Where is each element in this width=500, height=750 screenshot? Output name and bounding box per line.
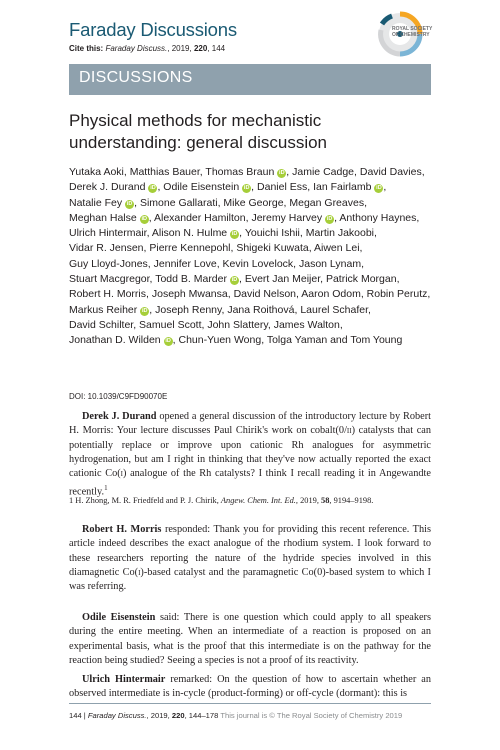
footer-pages: , 144–178 [184, 711, 219, 720]
author-name[interactable]: Evert Jan Meijer [244, 273, 321, 286]
footer-separator: | [81, 711, 88, 720]
footer-journal: Faraday Discuss. [87, 711, 147, 720]
author-name[interactable]: Guy Lloyd-Jones [69, 257, 148, 270]
publisher-name [392, 26, 452, 38]
author-name[interactable]: Kevin Lovelock [222, 257, 294, 270]
section-label: DISCUSSIONS [79, 69, 193, 86]
orcid-icon[interactable]: iD [231, 231, 238, 238]
oxidation-state: 0/ii [338, 425, 352, 437]
author-name[interactable]: Markus Reiher [69, 303, 138, 316]
paragraph-hintermair [69, 673, 431, 702]
speaker-name: Robert H. Morris [82, 524, 162, 535]
orcid-icon[interactable]: iD [150, 185, 156, 192]
author-name[interactable]: Derek J. Durand [69, 181, 146, 194]
orcid-icon[interactable]: iD [243, 185, 250, 192]
oxidation-state: i [120, 468, 124, 480]
footer-volume: 220 [171, 711, 185, 720]
author-name[interactable]: Jana Roithová [227, 303, 295, 316]
author-name[interactable]: Alexander Hamilton [153, 211, 246, 224]
author-name[interactable]: Jennifer Love [153, 257, 217, 270]
reference-number: 1 [69, 496, 74, 505]
author-name[interactable]: Ian Fairlamb [313, 181, 372, 194]
orcid-icon[interactable]: iD [326, 215, 333, 222]
author-name[interactable]: Robin Perutz [366, 288, 428, 301]
footer-year: , 2019, [146, 711, 172, 720]
author-name[interactable]: Pierre Kennepohl [149, 242, 231, 255]
reference-volume: 58 [321, 496, 330, 505]
author-name[interactable]: Todd B. Marder [155, 273, 227, 286]
cite-year: , 2019, [167, 44, 194, 53]
orcid-icon[interactable]: iD [165, 338, 171, 345]
orcid-icon[interactable]: iD [126, 200, 133, 207]
author-name[interactable]: David Nelson [233, 288, 297, 301]
orcid-icon[interactable]: iD [376, 185, 382, 192]
author-name[interactable]: John Slattery [207, 318, 268, 331]
cite-volume: 220 [193, 44, 208, 53]
author-name[interactable]: Natalie Fey [69, 196, 123, 209]
speaker-name: Ulrich Hintermair [82, 674, 166, 685]
copyright-notice: This journal is © The Royal Society of Chemistry 2019 [220, 711, 403, 720]
cite-label: Cite this: [69, 44, 104, 53]
orcid-icon[interactable]: iD [142, 307, 148, 314]
page-footer [69, 711, 449, 720]
paragraph-text: ) analogue of the Rh catalysts? I think I recall reading it in Angewandte recently. [69, 468, 431, 498]
page-number: 144 [69, 711, 82, 720]
orcid-icon[interactable]: iD [231, 277, 238, 284]
author-name[interactable]: Ulrich Hintermair [69, 227, 147, 240]
author-name[interactable]: Joseph Mwansa [151, 288, 228, 301]
paragraph-text: said: There is one question which could apply to all speakers during the entire meeting. When an intermediate of a reaction is proposed on an experimental basis, what is the proof that this intermediate is on the pathway for the reaction being studied? Seeing a species is not a proof of its reactivity. [69, 612, 431, 666]
paragraph-text: )-based catalyst and the paramagnetic Co(0)-based system to which I was referring. [69, 566, 431, 593]
reference-journal: Angew. Chem. Int. Ed. [220, 496, 296, 505]
paragraph-text: responded: Thank you for providing this recent reference. This article indeed describes the exact analogue of the rhodium system. I look forward to these researchers reporting the nature of the hydride species involved in this diamagnetic Co( [69, 524, 431, 578]
reference-1 [69, 495, 431, 506]
author-name[interactable]: Daniel Ess [257, 181, 308, 194]
author-name[interactable]: David Davies [359, 166, 422, 178]
author-name[interactable]: Megan Greaves [289, 196, 365, 209]
author-name[interactable]: David Schilter [69, 318, 134, 331]
section-banner [69, 64, 431, 95]
author-name[interactable]: Shigeki Kuwata [236, 242, 309, 255]
speaker-name: Odile Eisenstein [82, 612, 156, 623]
author-name[interactable]: Matthias Bauer [129, 166, 200, 178]
author-name[interactable]: Alison N. Hulme [151, 227, 228, 240]
author-name[interactable]: Joseph Renny [155, 303, 222, 316]
paragraph-text: remarked: On the question of how to ascertain whether an observed intermediate is in-cycle (product-forming) or off-cycle (dormant): this is [69, 674, 431, 700]
author-name[interactable]: Jamie Cadge [292, 166, 355, 178]
author-name[interactable]: Laurel Schafer [300, 303, 369, 316]
author-list: Yutaka Aoki, Matthias Bauer, Thomas Braun iD , Jamie Cadge, David Davies, Derek J. Durand iD , Odile Eisenstein iD , Daniel Ess, Ian Fairlamb iD , Natalie Fey iD , Simone Gallarati, Mike George, Megan Greaves, Meghan Halse iD , Alexander Hamilton, Jeremy Harvey iD , Anthony Haynes, Ulrich Hintermair, Alison N. Hulme iD , Youichi Ishii, Martin Jakoobi, Vidar R. Jensen, Pierre Kennepohl, Shigeki Kuwata, Aiwen Lei, Guy Lloyd-Jones, Jennifer Love, Kevin Lovelock, Jason Lynam, Stuart Macgregor, Todd B. Marder iD , Evert Jan Meijer, Patrick Morgan, Robert H. Morris, Joseph Mwansa, David Nelson, Aaron Odom, Robin Perutz, Markus Reiher iD , Joseph Renny, Jana Roithová, Laurel Schafer, David Schilter, Samuel Scott, John Slattery, James Walton, Jonathan D. Wilden iD , Chun-Yuen Wong, Tolga Yaman and Tom Young [69, 166, 431, 347]
cite-journal: Faraday Discuss. [105, 44, 168, 53]
publisher-line-2: OF CHEMISTRY [392, 32, 430, 38]
orcid-icon[interactable]: iD [279, 170, 285, 176]
footer-rule [69, 703, 431, 704]
author-name[interactable]: Jeremy Harvey [251, 211, 323, 224]
reference-pages: , 9194–9198. [329, 496, 374, 505]
author-name[interactable]: Samuel Scott [139, 318, 202, 331]
author-name[interactable]: Aiwen Lei [314, 242, 360, 255]
author-name[interactable]: Anthony Haynes [339, 211, 417, 224]
author-name[interactable]: Mike George [223, 196, 284, 209]
orcid-icon[interactable]: iD [141, 215, 147, 222]
author-name[interactable]: Jonathan D. Wilden [69, 334, 161, 347]
author-name[interactable]: Tom Young [350, 334, 403, 347]
article-title: Physical methods for mechanistic understanding: general discussion [69, 111, 328, 152]
reference-marker[interactable]: 1 [104, 484, 108, 493]
author-name[interactable]: Meghan Halse [69, 211, 137, 224]
doi: DOI: 10.1039/C9FD90070E [69, 392, 168, 401]
reference-authors: H. Zhong, M. R. Friedfeld and P. J. Chirik, [75, 496, 221, 505]
author-name[interactable]: Vidar R. Jensen [69, 242, 144, 255]
oxidation-state: i [138, 566, 141, 578]
citation-line [69, 44, 225, 53]
paragraph-text: ) catalysts that can potentially replace or improve upon cationic Rh analogues for asymmetric hydrogenation, but am I right in thinking that they've now actually reported the exact cationic Co( [69, 425, 432, 480]
speaker-name: Derek J. Durand [82, 411, 157, 422]
journal-title: Faraday Discussions [69, 19, 237, 40]
author-name[interactable]: Patrick Morgan [325, 273, 397, 286]
cite-page: , 144 [207, 44, 226, 53]
paragraph-durand [69, 410, 431, 500]
author-name[interactable]: Martin Jakoobi [305, 227, 375, 240]
author-joiner: and [330, 334, 348, 347]
author-name[interactable]: Youichi Ishii [244, 227, 300, 240]
author-name[interactable]: Stuart Macgregor [69, 273, 150, 286]
author-name[interactable]: Simone Gallarati [139, 196, 218, 209]
author-name[interactable]: Odile Eisenstein [163, 181, 240, 194]
author-name[interactable]: Aaron Odom [301, 288, 361, 301]
paragraph-text: opened a general discussion of the introductory lecture by Robert H. Morris: Your lecture discusses Paul Chirik's work on cobalt( [69, 411, 431, 437]
paragraph-eisenstein [69, 611, 431, 668]
author-name[interactable]: Robert H. Morris [69, 288, 147, 301]
publisher-line-1: ROYAL SOCIETY [392, 26, 433, 32]
author-name[interactable]: Tolga Yaman [266, 334, 328, 347]
paragraph-morris [69, 523, 431, 594]
author-name[interactable]: Jason Lynam [299, 257, 362, 270]
reference-year: , 2019, [295, 496, 322, 505]
author-name[interactable]: Yutaka Aoki [69, 166, 124, 178]
author-name[interactable]: James Walton [273, 318, 340, 331]
author-name[interactable]: Thomas Braun [205, 166, 275, 178]
author-name[interactable]: Chun-Yuen Wong [178, 334, 262, 347]
